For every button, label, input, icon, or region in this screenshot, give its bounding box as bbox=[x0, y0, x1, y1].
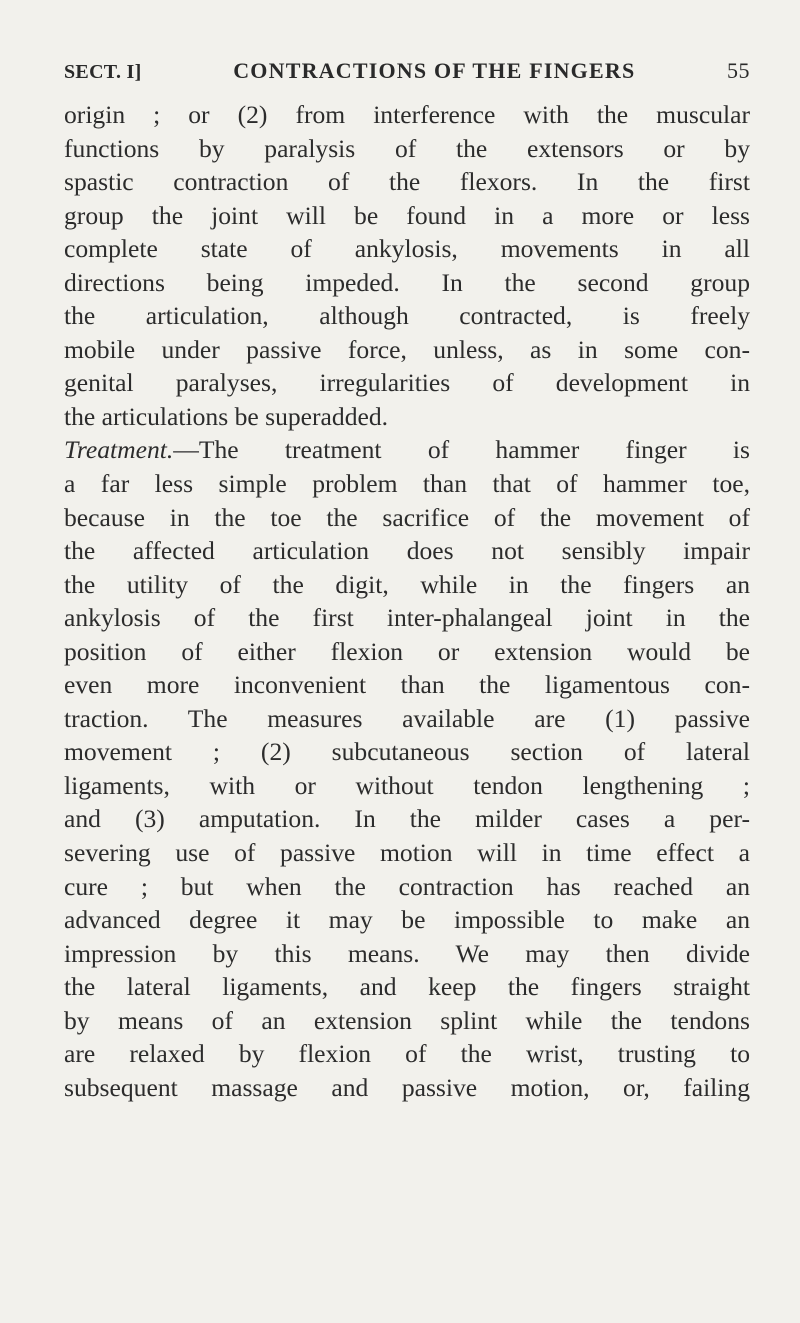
treatment-heading: Treatment. bbox=[64, 435, 174, 465]
text-line: spastic contraction of the flexors. In the first bbox=[64, 167, 750, 197]
running-head bbox=[64, 58, 750, 92]
text-line: impression by this means. We may then divide bbox=[64, 938, 750, 968]
text-line: the affected articulation does not sensibly impair bbox=[64, 536, 750, 566]
text-line: the utility of the digit, while in the fingers an bbox=[64, 569, 750, 599]
text-line: the articulation, although contracted, is freely bbox=[64, 301, 750, 331]
text-line-continuation: —The treatment of hammer finger is bbox=[173, 435, 750, 465]
text-line: ligaments, with or without tendon lengthening ; bbox=[64, 770, 750, 800]
text-line: mobile under passive force, unless, as in some con- bbox=[64, 334, 750, 364]
treatment-paragraph-first-line bbox=[64, 433, 750, 467]
text-line: advanced degree it may be impossible to make an bbox=[64, 905, 750, 935]
text-line: traction. The measures available are (1) passive bbox=[64, 703, 750, 733]
text-line: functions by paralysis of the extensors or by bbox=[64, 133, 750, 163]
text-line: subsequent massage and passive motion, or, failing bbox=[64, 1072, 750, 1102]
text-line: the lateral ligaments, and keep the fingers straight bbox=[64, 972, 750, 1002]
chapter-title: CONTRACTIONS OF THE FINGERS bbox=[233, 58, 636, 83]
text-line: cure ; but when the contraction has reached an bbox=[64, 871, 750, 901]
text-line: are relaxed by flexion of the wrist, trusting to bbox=[64, 1039, 750, 1069]
text-line: by means of an extension splint while the tendons bbox=[64, 1005, 750, 1035]
text-line: movement ; (2) subcutaneous section of lateral bbox=[64, 737, 750, 767]
text-line: directions being impeded. In the second group bbox=[64, 267, 750, 297]
page-number: 55 bbox=[727, 58, 750, 83]
text-line: group the joint will be found in a more or less bbox=[64, 200, 750, 230]
text-line: severing use of passive motion will in time effect a bbox=[64, 838, 750, 868]
text-line: genital paralyses, irregularities of development in bbox=[64, 368, 750, 398]
text-line: and (3) amputation. In the milder cases a per- bbox=[64, 804, 750, 834]
text-line: a far less simple problem than that of hammer toe, bbox=[64, 469, 750, 499]
text-line: origin ; or (2) from interference with the muscular bbox=[64, 100, 750, 129]
body-text bbox=[64, 98, 750, 1104]
text-line: because in the toe the sacrifice of the movement of bbox=[64, 502, 750, 532]
text-line: ankylosis of the first inter-phalangeal joint in the bbox=[64, 603, 750, 633]
text-line: position of either flexion or extension would be bbox=[64, 636, 750, 666]
section-marker: SECT. I] bbox=[64, 61, 142, 83]
text-line: complete state of ankylosis, movements in all bbox=[64, 234, 750, 264]
text-line: the articulations be superadded. bbox=[64, 401, 389, 431]
book-page bbox=[64, 58, 750, 1104]
text-line: even more inconvenient than the ligamentous con- bbox=[64, 670, 750, 700]
